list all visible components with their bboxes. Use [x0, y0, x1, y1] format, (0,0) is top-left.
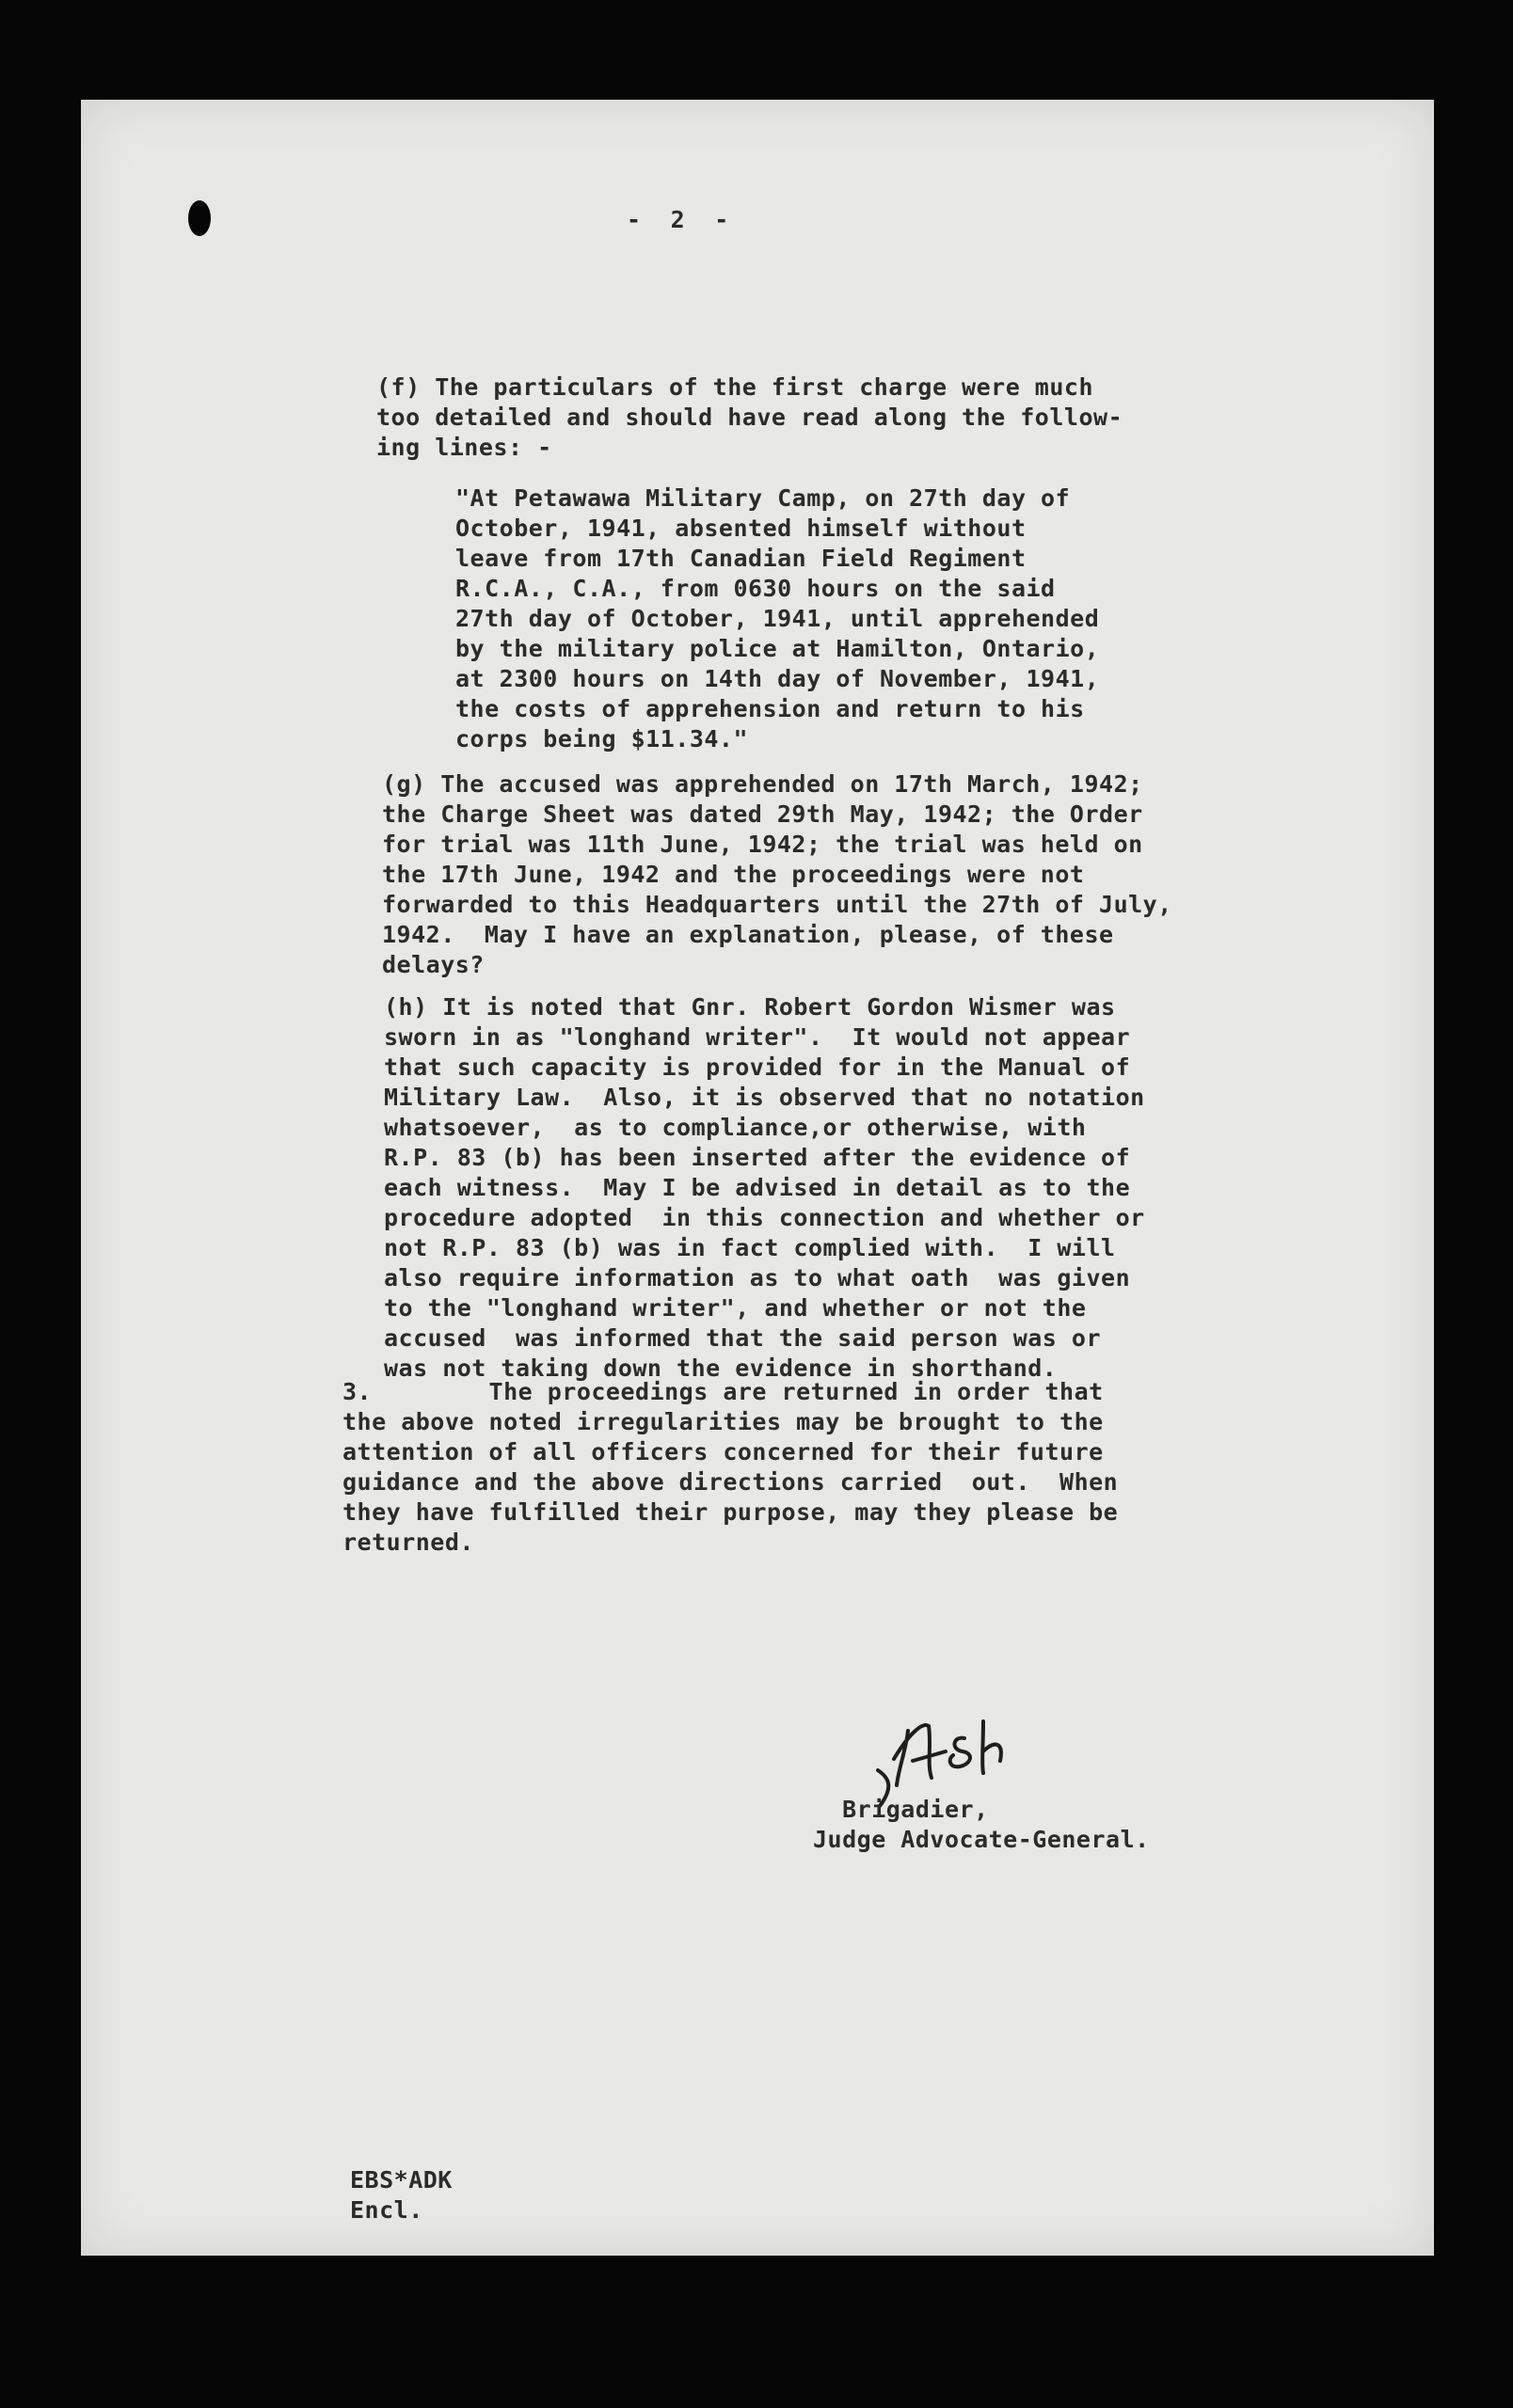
reference-initials: EBS*ADK Encl. [350, 2166, 453, 2224]
signature-block: Brigadier, Judge Advocate-General. [813, 1796, 1150, 1853]
quoted-charge: "At Petawawa Military Camp, on 27th day of October, 1941, absented himself without leave from 17th Canadian Field Regiment R.C.A., C.A., from 0630 hours on the said 27th day of October, 1941, until apprehended by the military police at Hamilton, Ontario, at 2300 hours on 14th day of November, 1941, the costs of apprehension and return to his corps being $11.34." [455, 484, 1100, 752]
paragraph-h: (h) It is noted that Gnr. Robert Gordon Wismer was sworn in as "longhand writer". It would not appear that such capacity is provided for in the Manual of Military Law. Also, it is observed that no notation whatsoever, as to compliance,or otherwise, with R.P. 83 (b) has been inserted after the evidence of each witness. May I be advised in detail as to the procedure adopted in this connection and whether or not R.P. 83 (b) was in fact complied with. I will also require information as to what oath was given to the "longhand writer", and whether or not the accused was informed that the said person was or was not taking down the evidence in shorthand. [384, 993, 1145, 1382]
paragraph-f: (f) The particulars of the first charge were much too detailed and should have read along the follow- ing lines: - [376, 373, 1123, 461]
page-number: - 2 - [627, 206, 729, 233]
punch-hole [188, 200, 211, 236]
paragraph-3: 3. The proceedings are returned in order that the above noted irregularities may be brought to the attention of all officers concerned for their future guidance and the above directions carried out. When they have fulfilled their purpose, may they please be returned. [342, 1378, 1119, 1556]
paragraph-g: (g) The accused was apprehended on 17th March, 1942; the Charge Sheet was dated 29th May, 1942; the Order for trial was 11th June, 1942; the trial was held on the 17th June, 1942 and the proceedings were not forwarded to this Headquarters until the 27th of July, 1942. May I have an explanation, please, of these delays? [382, 770, 1172, 978]
